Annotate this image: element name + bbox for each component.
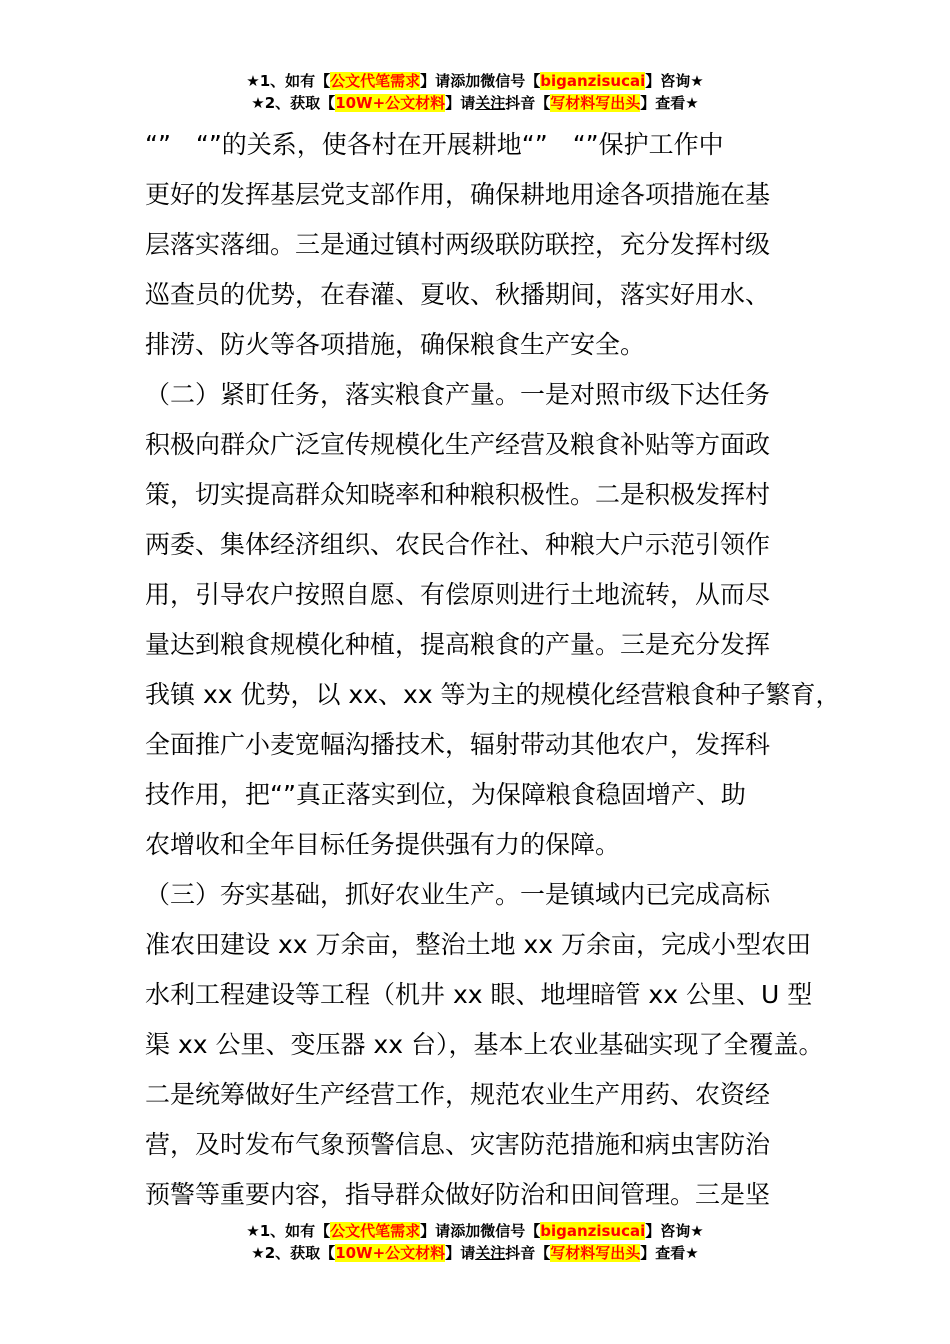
body-line: 二是统筹做好生产经营工作，规范农业生产用药、农资经 xyxy=(145,1080,771,1109)
body-line: 积极向群众广泛宣传规模化生产经营及粮食补贴等方面政 xyxy=(145,430,771,459)
header-banner xyxy=(0,70,950,114)
body-line: 全面推广小麦宽幅沟播技术，辐射带动其他农户，发挥科 xyxy=(145,730,771,759)
body-line: 层落实落细。三是通过镇村两级联防联控，充分发挥村级 xyxy=(145,230,771,259)
body-line: 巡查员的优势，在春灌、夏收、秋播期间，落实好用水、 xyxy=(145,280,771,309)
banner-text: 抖音【 xyxy=(505,1244,551,1262)
banner-text: ★1、如有【 xyxy=(246,72,331,90)
banner-highlight: biganzisucai xyxy=(540,72,646,90)
body-line: “” “”的关系，使各村在开展耕地“” “”保护工作中 xyxy=(145,130,724,159)
body-line: （三）夯实基础，抓好农业生产。一是镇域内已完成高标 xyxy=(145,880,771,909)
banner-line-1 xyxy=(0,1220,950,1242)
body-line: 营，及时发布气象预警信息、灾害防范措施和病虫害防治 xyxy=(145,1130,771,1159)
banner-highlight: 10W+公文材料 xyxy=(335,1244,446,1262)
banner-text: 】咨询★ xyxy=(645,72,704,90)
banner-line-2 xyxy=(0,92,950,114)
banner-text: 】查看★ xyxy=(640,1244,699,1262)
body-line: 用，引导农户按照自愿、有偿原则进行土地流转，从而尽 xyxy=(145,580,771,609)
body-line: 水利工程建设等工程（机井 xx 眼、地埋暗管 xx 公里、U 型 xyxy=(145,980,813,1009)
banner-text: 】请 xyxy=(420,1222,451,1240)
body-line: 预警等重要内容，指导群众做好防治和田间管理。三是坚 xyxy=(145,1180,771,1209)
banner-text: 微信号【 xyxy=(480,1222,541,1240)
banner-highlight: biganzisucai xyxy=(540,1222,646,1240)
body-line: 我镇 xx 优势，以 xx、xx 等为主的规模化经营粮食种子繁育， xyxy=(145,680,841,709)
banner-text: 】请 xyxy=(445,94,476,112)
body-line: 策，切实提高群众知晓率和种粮积极性。二是积极发挥村 xyxy=(145,480,771,509)
banner-emphasis: 添加 xyxy=(450,72,481,90)
body-line: 技作用，把“”真正落实到位，为保障粮食稳固增产、助 xyxy=(145,780,746,809)
body-line: 准农田建设 xx 万余亩，整治土地 xx 万余亩，完成小型农田 xyxy=(145,930,811,959)
banner-highlight: 公文代笔需求 xyxy=(330,72,421,90)
banner-highlight: 写材料写出头 xyxy=(550,94,641,112)
banner-text: 微信号【 xyxy=(480,72,541,90)
banner-text: ★2、获取【 xyxy=(251,94,336,112)
body-line: 排涝、防火等各项措施，确保粮食生产安全。 xyxy=(145,330,646,359)
footer-banner xyxy=(0,1220,950,1264)
body-line: 两委、集体经济组织、农民合作社、种粮大户示范引领作 xyxy=(145,530,771,559)
banner-text: 】查看★ xyxy=(640,94,699,112)
banner-emphasis: 关注 xyxy=(475,1244,506,1262)
banner-line-1 xyxy=(0,70,950,92)
document-body xyxy=(145,120,841,1220)
banner-text: 】请 xyxy=(420,72,451,90)
body-line: （二）紧盯任务，落实粮食产量。一是对照市级下达任务 xyxy=(145,380,771,409)
banner-emphasis: 关注 xyxy=(475,94,506,112)
body-line: 更好的发挥基层党支部作用，确保耕地用途各项措施在基 xyxy=(145,180,771,209)
banner-highlight: 公文代笔需求 xyxy=(330,1222,421,1240)
banner-highlight: 写材料写出头 xyxy=(550,1244,641,1262)
banner-text: ★2、获取【 xyxy=(251,1244,336,1262)
banner-emphasis: 添加 xyxy=(450,1222,481,1240)
banner-text: ★1、如有【 xyxy=(246,1222,331,1240)
banner-highlight: 10W+公文材料 xyxy=(335,94,446,112)
banner-text: 抖音【 xyxy=(505,94,551,112)
banner-text: 】咨询★ xyxy=(645,1222,704,1240)
body-line: 农增收和全年目标任务提供强有力的保障。 xyxy=(145,830,621,859)
banner-line-2 xyxy=(0,1242,950,1264)
banner-text: 】请 xyxy=(445,1244,476,1262)
body-line: 渠 xx 公里、变压器 xx 台），基本上农业基础实现了全覆盖。 xyxy=(145,1030,824,1059)
body-line: 量达到粮食规模化种植，提高粮食的产量。三是充分发挥 xyxy=(145,630,771,659)
